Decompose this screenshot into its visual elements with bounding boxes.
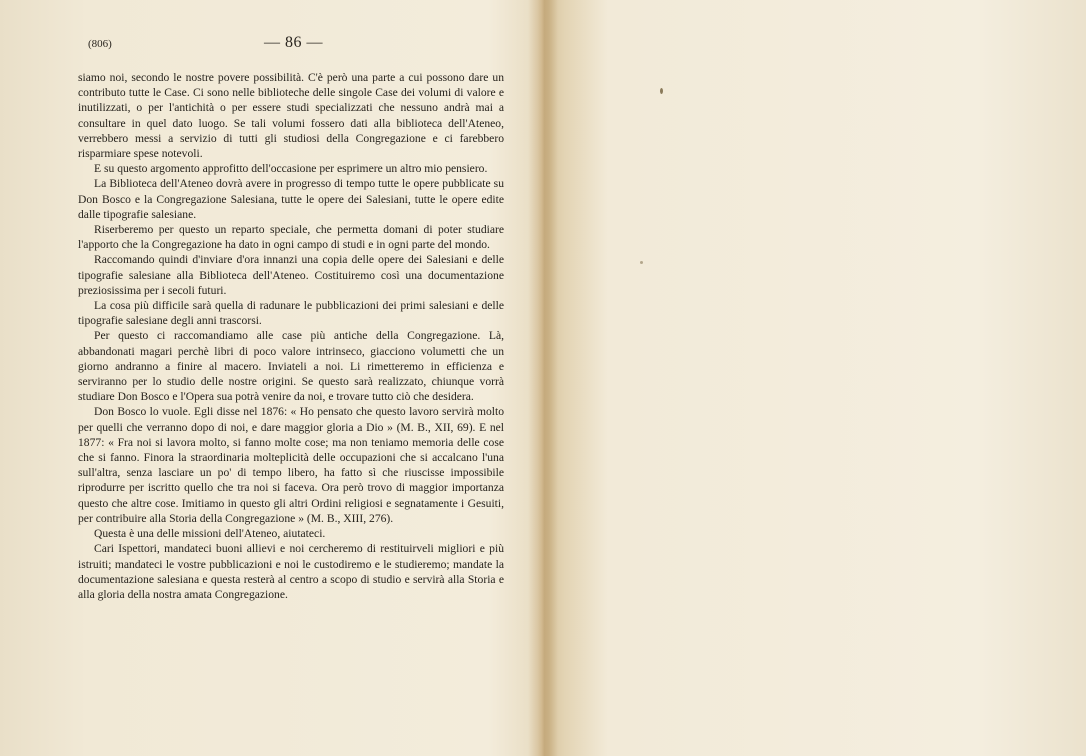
page-number: — 86 —	[264, 34, 323, 51]
paragraph: Raccomando quindi d'inviare d'ora innanzi una copia delle opere dei Salesiani e delle tipografie salesiane alla Biblioteca dell'Ateneo. Costituiremo così una documentazione preziosissima per i secoli futuri.	[78, 253, 504, 297]
page-header	[78, 34, 504, 58]
page-reference: (806)	[88, 38, 112, 50]
paragraph: Don Bosco lo vuole. Egli disse nel 1876: « Ho pensato che questo lavoro servirà molto per quelli che verranno dopo di noi, e dare maggior gloria a Dio » (M. B., XII, 69). E nel 1877: « Fra noi si lavora molto, si fanno molte cose; ma non teniamo memoria delle cose che si fanno. Finora la straordinaria molteplicità delle occupazioni che si accalcano l'una sull'altra, senza lasciare un po' di tempo libero, ha fatto sì che riuscisse impossibile riprodurre per iscritto quello che tra noi si faceva. Ora però trovo di maggior importanza questo che altre cose. Imitiamo in questo gli altri Ordini religiosi e segnatamente i Gesuiti, per contribuire alla Storia della Congregazione » (M. B., XIII, 276).	[78, 405, 504, 525]
right-page-blank	[566, 0, 1086, 756]
body-text	[78, 70, 504, 602]
paragraph: Riserberemo per questo un reparto speciale, che permetta domani di poter studiare l'apporto che la Congregazione ha dato in ogni campo di studi e in ogni parte del mondo.	[78, 223, 504, 252]
paragraph: Per questo ci raccomandiamo alle case più antiche della Congregazione. Là, abbandonati magari perchè libri di poco valore intrinseco, giacciono volumetti che un giorno andranno a finire al macero. Inviateli a noi. Li rimetteremo in efficienza e serviranno per lo studio delle nostre origini. Se questo sarà realizzato, chiunque vorrà studiare Don Bosco e l'Opera sua potrà venire da noi, e trovare tutto ciò che desidera.	[78, 329, 504, 404]
paragraph: E su questo argomento approfitto dell'occasione per esprimere un altro mio pensiero.	[94, 162, 488, 176]
paper-speck	[660, 88, 663, 94]
paragraph: siamo noi, secondo le nostre povere possibilità. C'è però una parte a cui possono dare un contributo tutte le Case. Ci sono nelle biblioteche delle singole Case dei volumi di valore e inutilizzati, o per l'antichità o per essere studi specializzati che nessuno andrà mai a consultare in quel dato luogo. Se tali volumi fossero dati alla biblioteca dell'Ateneo, verrebbero messi a servizio di tutti gli studiosi della Congregazione e ci farebbero risparmiare spese notevoli.	[78, 71, 504, 161]
paper-speck	[640, 261, 643, 264]
book-gutter	[528, 0, 558, 756]
paragraph: Questa è una delle missioni dell'Ateneo, aiutateci.	[94, 527, 326, 541]
paragraph: La Biblioteca dell'Ateneo dovrà avere in progresso di tempo tutte le opere pubblicate su Don Bosco e la Congregazione Salesiana, tutte le opere dei Salesiani, tutte le opere edite dalle tipografie salesiane.	[78, 177, 504, 221]
paragraph: La cosa più difficile sarà quella di radunare le pubblicazioni dei primi salesiani e delle tipografie salesiane degli anni trascorsi.	[78, 299, 504, 328]
left-page	[78, 34, 504, 724]
paragraph: Cari Ispettori, mandateci buoni allievi e noi cercheremo di restituirveli migliori e più istruiti; mandateci le vostre pubblicazioni e noi le custodiremo e le studieremo; mandate la documentazione salesiana e questa resterà al centro a scopo di studio e servirà alla Storia e alla gloria della nostra amata Congregazione.	[78, 542, 504, 601]
